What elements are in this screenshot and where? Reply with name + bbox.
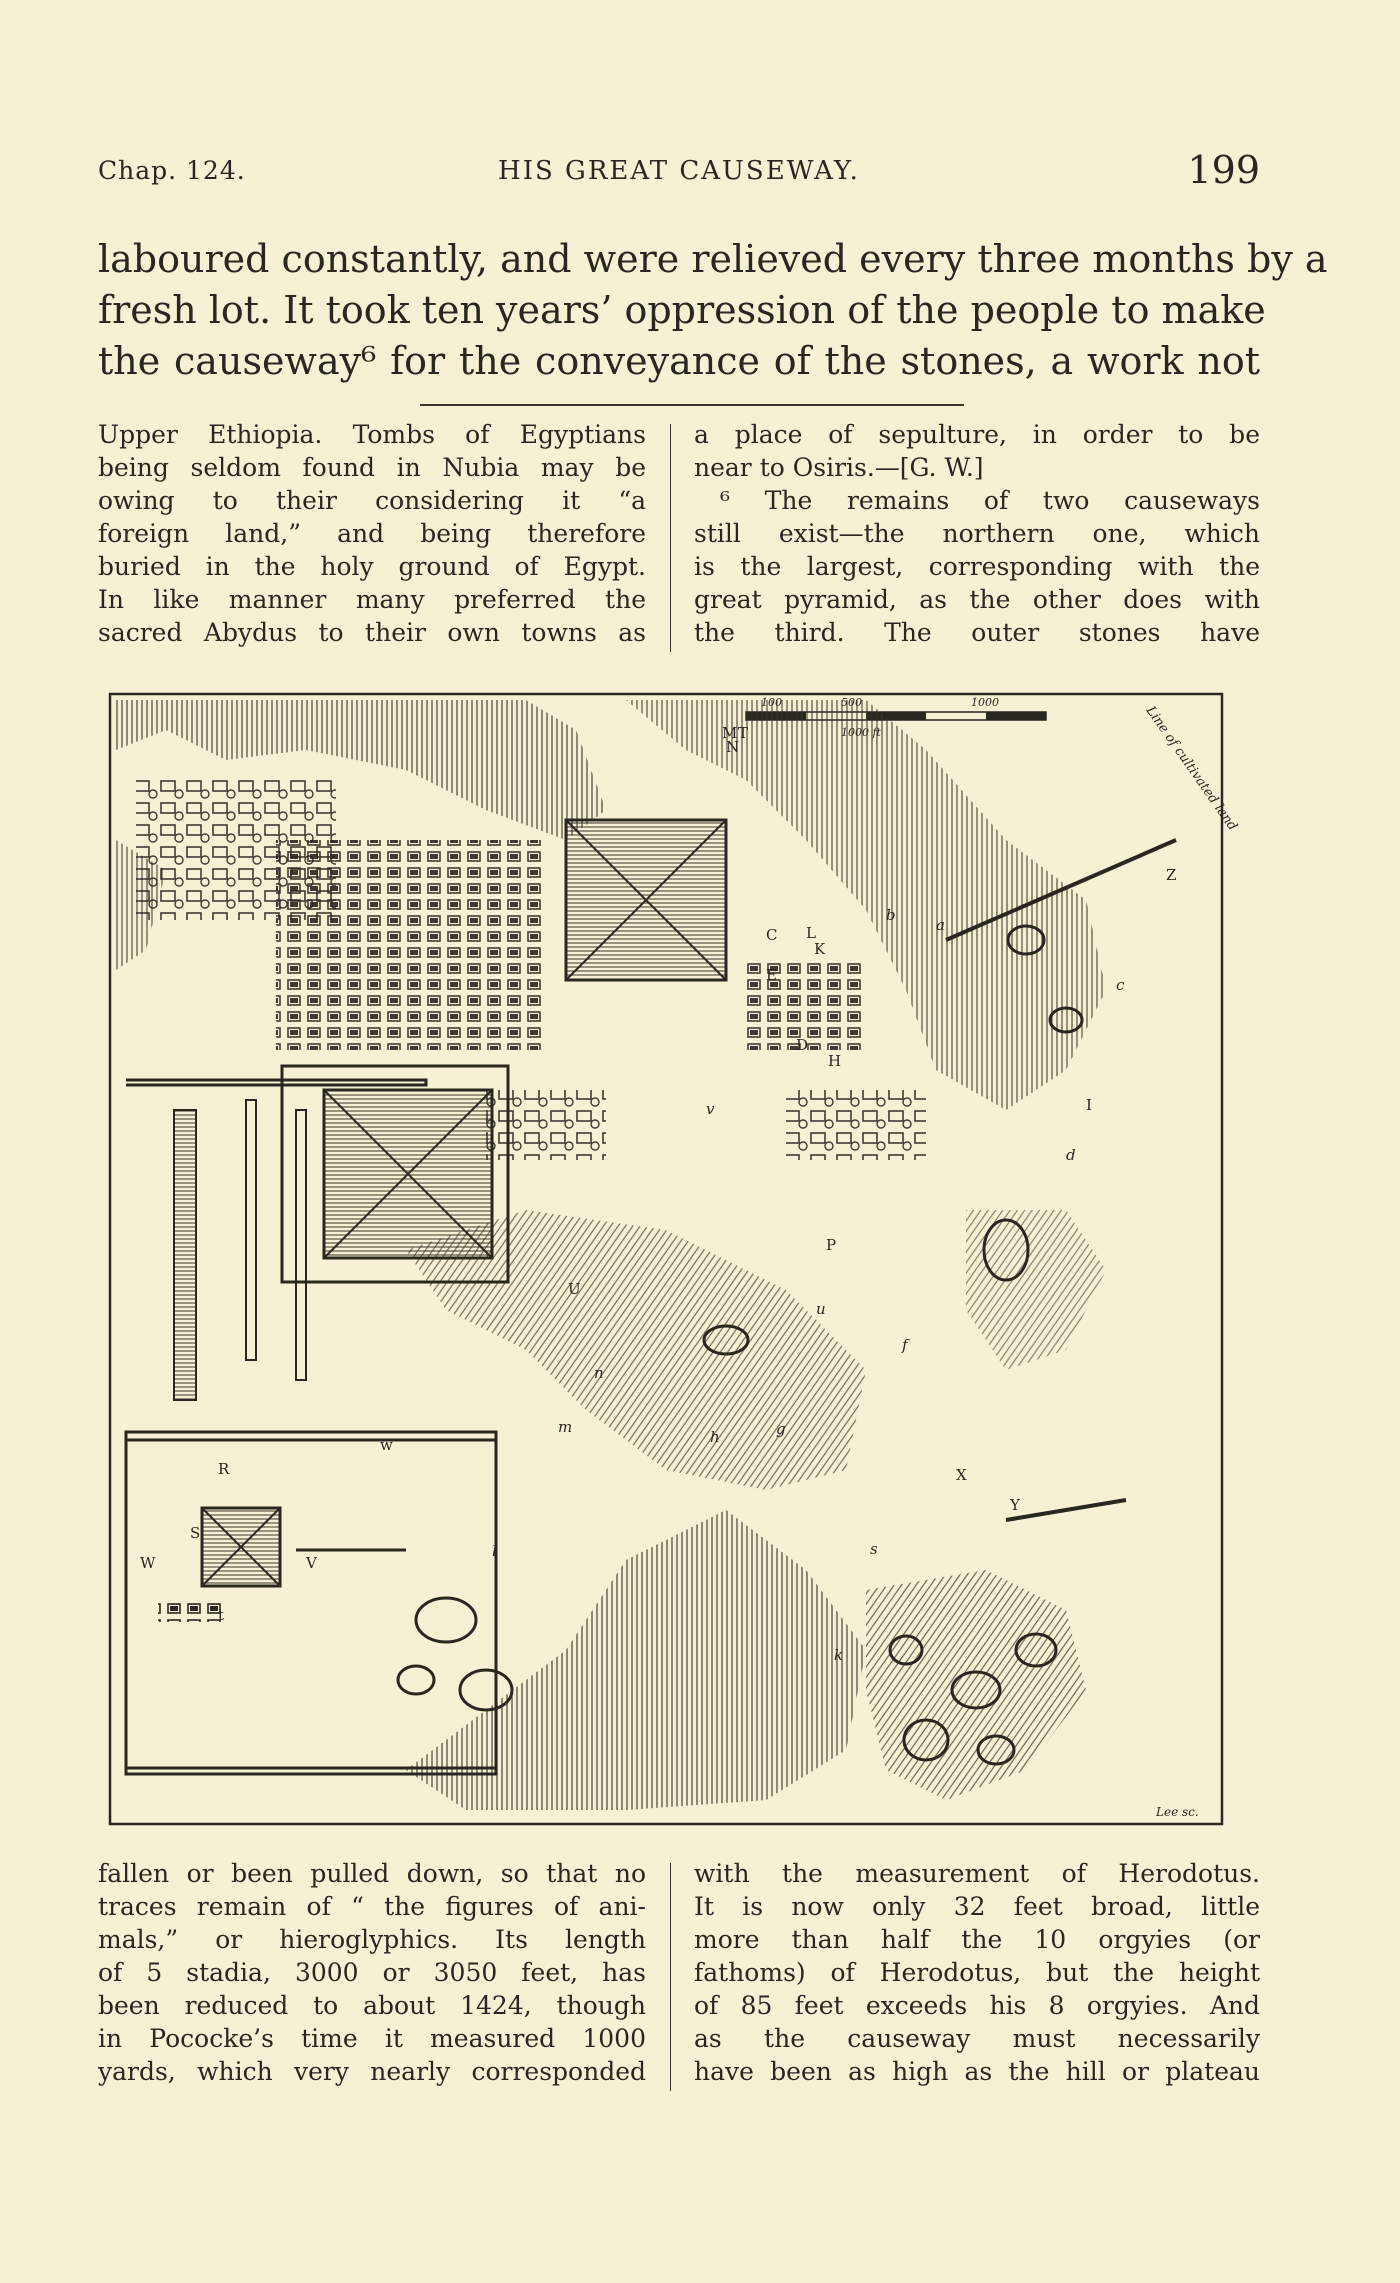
map-letter: m xyxy=(558,1418,573,1436)
footnote-line: in Pococke’s time it measured 1000 xyxy=(98,2024,646,2053)
map-letter: M xyxy=(722,724,738,742)
footnote-line: yards, which very nearly corresponded xyxy=(98,2057,646,2086)
map-letter: f xyxy=(902,1336,908,1354)
map-letter: a xyxy=(936,916,945,934)
column-divider xyxy=(670,424,671,652)
tomb-field-causeway xyxy=(786,1090,926,1160)
footnote-column-right xyxy=(694,418,1260,649)
map-letter: D xyxy=(796,1036,809,1054)
footnote-line: with the measurement of Herodotus. xyxy=(694,1859,1260,1888)
main-text-line: fresh lot. It took ten years’ oppression of the people to make xyxy=(98,288,1266,332)
tomb-field-northwest xyxy=(136,780,336,920)
running-title: HIS GREAT CAUSEWAY. xyxy=(498,156,860,186)
main-text-line: laboured constantly, and were relieved every three months by a xyxy=(98,237,1328,281)
footnote-line: owing to their considering it “a xyxy=(98,486,646,515)
map-letter: C xyxy=(766,926,778,944)
map-letter: g xyxy=(776,1420,786,1438)
footnote-line: near to Osiris.—[G. W.] xyxy=(694,453,984,482)
map-letter: u xyxy=(816,1300,826,1318)
footnote-line: more than half the 10 orgyies (or xyxy=(694,1925,1260,1954)
main-text xyxy=(98,234,1328,387)
map-letter: Y xyxy=(1010,1496,1020,1514)
footnote-line: buried in the holy ground of Egypt. xyxy=(98,552,646,581)
engraver-signature: Lee sc. xyxy=(1156,1805,1199,1819)
cultivation-note: Line of cultivated land xyxy=(1142,703,1240,834)
scale-label: 1000 xyxy=(971,696,999,709)
map-letter: N xyxy=(726,738,740,756)
map-letter: b xyxy=(886,906,896,924)
footnote-line: mals,” or hieroglyphics. Its length xyxy=(98,1925,646,1954)
main-text-line: the causeway⁶ for the conveyance of the stones, a work not xyxy=(98,339,1260,383)
footnote-line: foreign land,” and being therefore xyxy=(98,519,646,548)
footnote-line: great pyramid, as the other does with xyxy=(694,585,1260,614)
footnote-line: of 85 feet exceeds his 8 orgyies. And xyxy=(694,1991,1260,2020)
footnote-line: In like manner many preferred the xyxy=(98,585,646,614)
long-walls xyxy=(174,1100,306,1400)
map-letter: L xyxy=(806,924,816,942)
footnote-line: ⁶ The remains of two causeways xyxy=(720,486,1260,515)
footnote-line: It is now only 32 feet broad, little xyxy=(694,1892,1260,1921)
map-letter: n xyxy=(594,1364,604,1382)
map-letter: t xyxy=(218,1606,225,1624)
terrain-southeast xyxy=(866,1570,1086,1800)
footnote-column-left xyxy=(98,1857,646,2088)
map-letter: T xyxy=(738,724,749,742)
footnote-line: the third. The outer stones have xyxy=(694,618,1260,647)
map-letter: w xyxy=(380,1436,393,1454)
footnote-line: still exist—the northern one, which xyxy=(694,519,1260,548)
terrain-south xyxy=(406,1510,866,1810)
map-letter: K xyxy=(814,940,826,958)
map-letter: R xyxy=(218,1460,230,1478)
footnote-column-left xyxy=(98,418,646,649)
map-letter: V xyxy=(306,1554,317,1572)
footnote-line: Upper Ethiopia. Tombs of Egyptians xyxy=(98,420,646,449)
map-letter: Z xyxy=(1166,866,1177,884)
footnote-line: a place of sepulture, in order to be xyxy=(694,420,1260,449)
footnote-line: of 5 stadia, 3000 or 3050 feet, has xyxy=(98,1958,646,1987)
map-letter: c xyxy=(1116,976,1125,994)
great-pyramid xyxy=(566,820,726,980)
queens-pyramids xyxy=(158,1600,224,1622)
second-pyramid xyxy=(324,1090,492,1258)
footnote-line: fathoms) of Herodotus, but the height xyxy=(694,1958,1260,1987)
footnote-rule xyxy=(420,404,964,406)
map-letter: l xyxy=(492,1542,497,1560)
footnote-line: traces remain of “ the figures of ani- xyxy=(98,1892,646,1921)
footnote-line: sacred Abydus to their own towns as xyxy=(98,618,646,647)
footnote-line: is the largest, corresponding with the xyxy=(694,552,1260,581)
map-letter: I xyxy=(1086,1096,1092,1114)
map-letter: E xyxy=(766,966,777,984)
footnote-line: have been as high as the hill or plateau xyxy=(694,2057,1260,2086)
map-letter: h xyxy=(710,1428,720,1446)
map-letter: X xyxy=(956,1466,967,1484)
map-letter: P xyxy=(826,1236,837,1254)
map-letter: d xyxy=(1066,1146,1076,1164)
map-letter: W xyxy=(140,1554,156,1572)
map-letter: v xyxy=(706,1100,715,1118)
map-letter: k xyxy=(834,1646,844,1664)
map-letter: H xyxy=(828,1052,842,1070)
column-divider xyxy=(670,1863,671,2091)
third-pyramid xyxy=(202,1508,280,1586)
tomb-field-center xyxy=(486,1090,606,1160)
footnote-column-right xyxy=(694,1857,1260,2088)
footnote-line: being seldom found in Nubia may be xyxy=(98,453,646,482)
page-number: 199 xyxy=(1187,148,1260,192)
footnote-line: fallen or been pulled down, so that no xyxy=(98,1859,646,1888)
footnote-line: as the causeway must necessarily xyxy=(694,2024,1260,2053)
running-header xyxy=(98,148,1260,198)
map-letter: U xyxy=(568,1280,581,1298)
footnote-line: been reduced to about 1424, though xyxy=(98,1991,646,2020)
map-letter: s xyxy=(870,1540,878,1558)
map-letter: S xyxy=(190,1524,201,1542)
chapter-label: Chap. 124. xyxy=(98,156,246,185)
pyramids-map xyxy=(106,690,1240,1828)
